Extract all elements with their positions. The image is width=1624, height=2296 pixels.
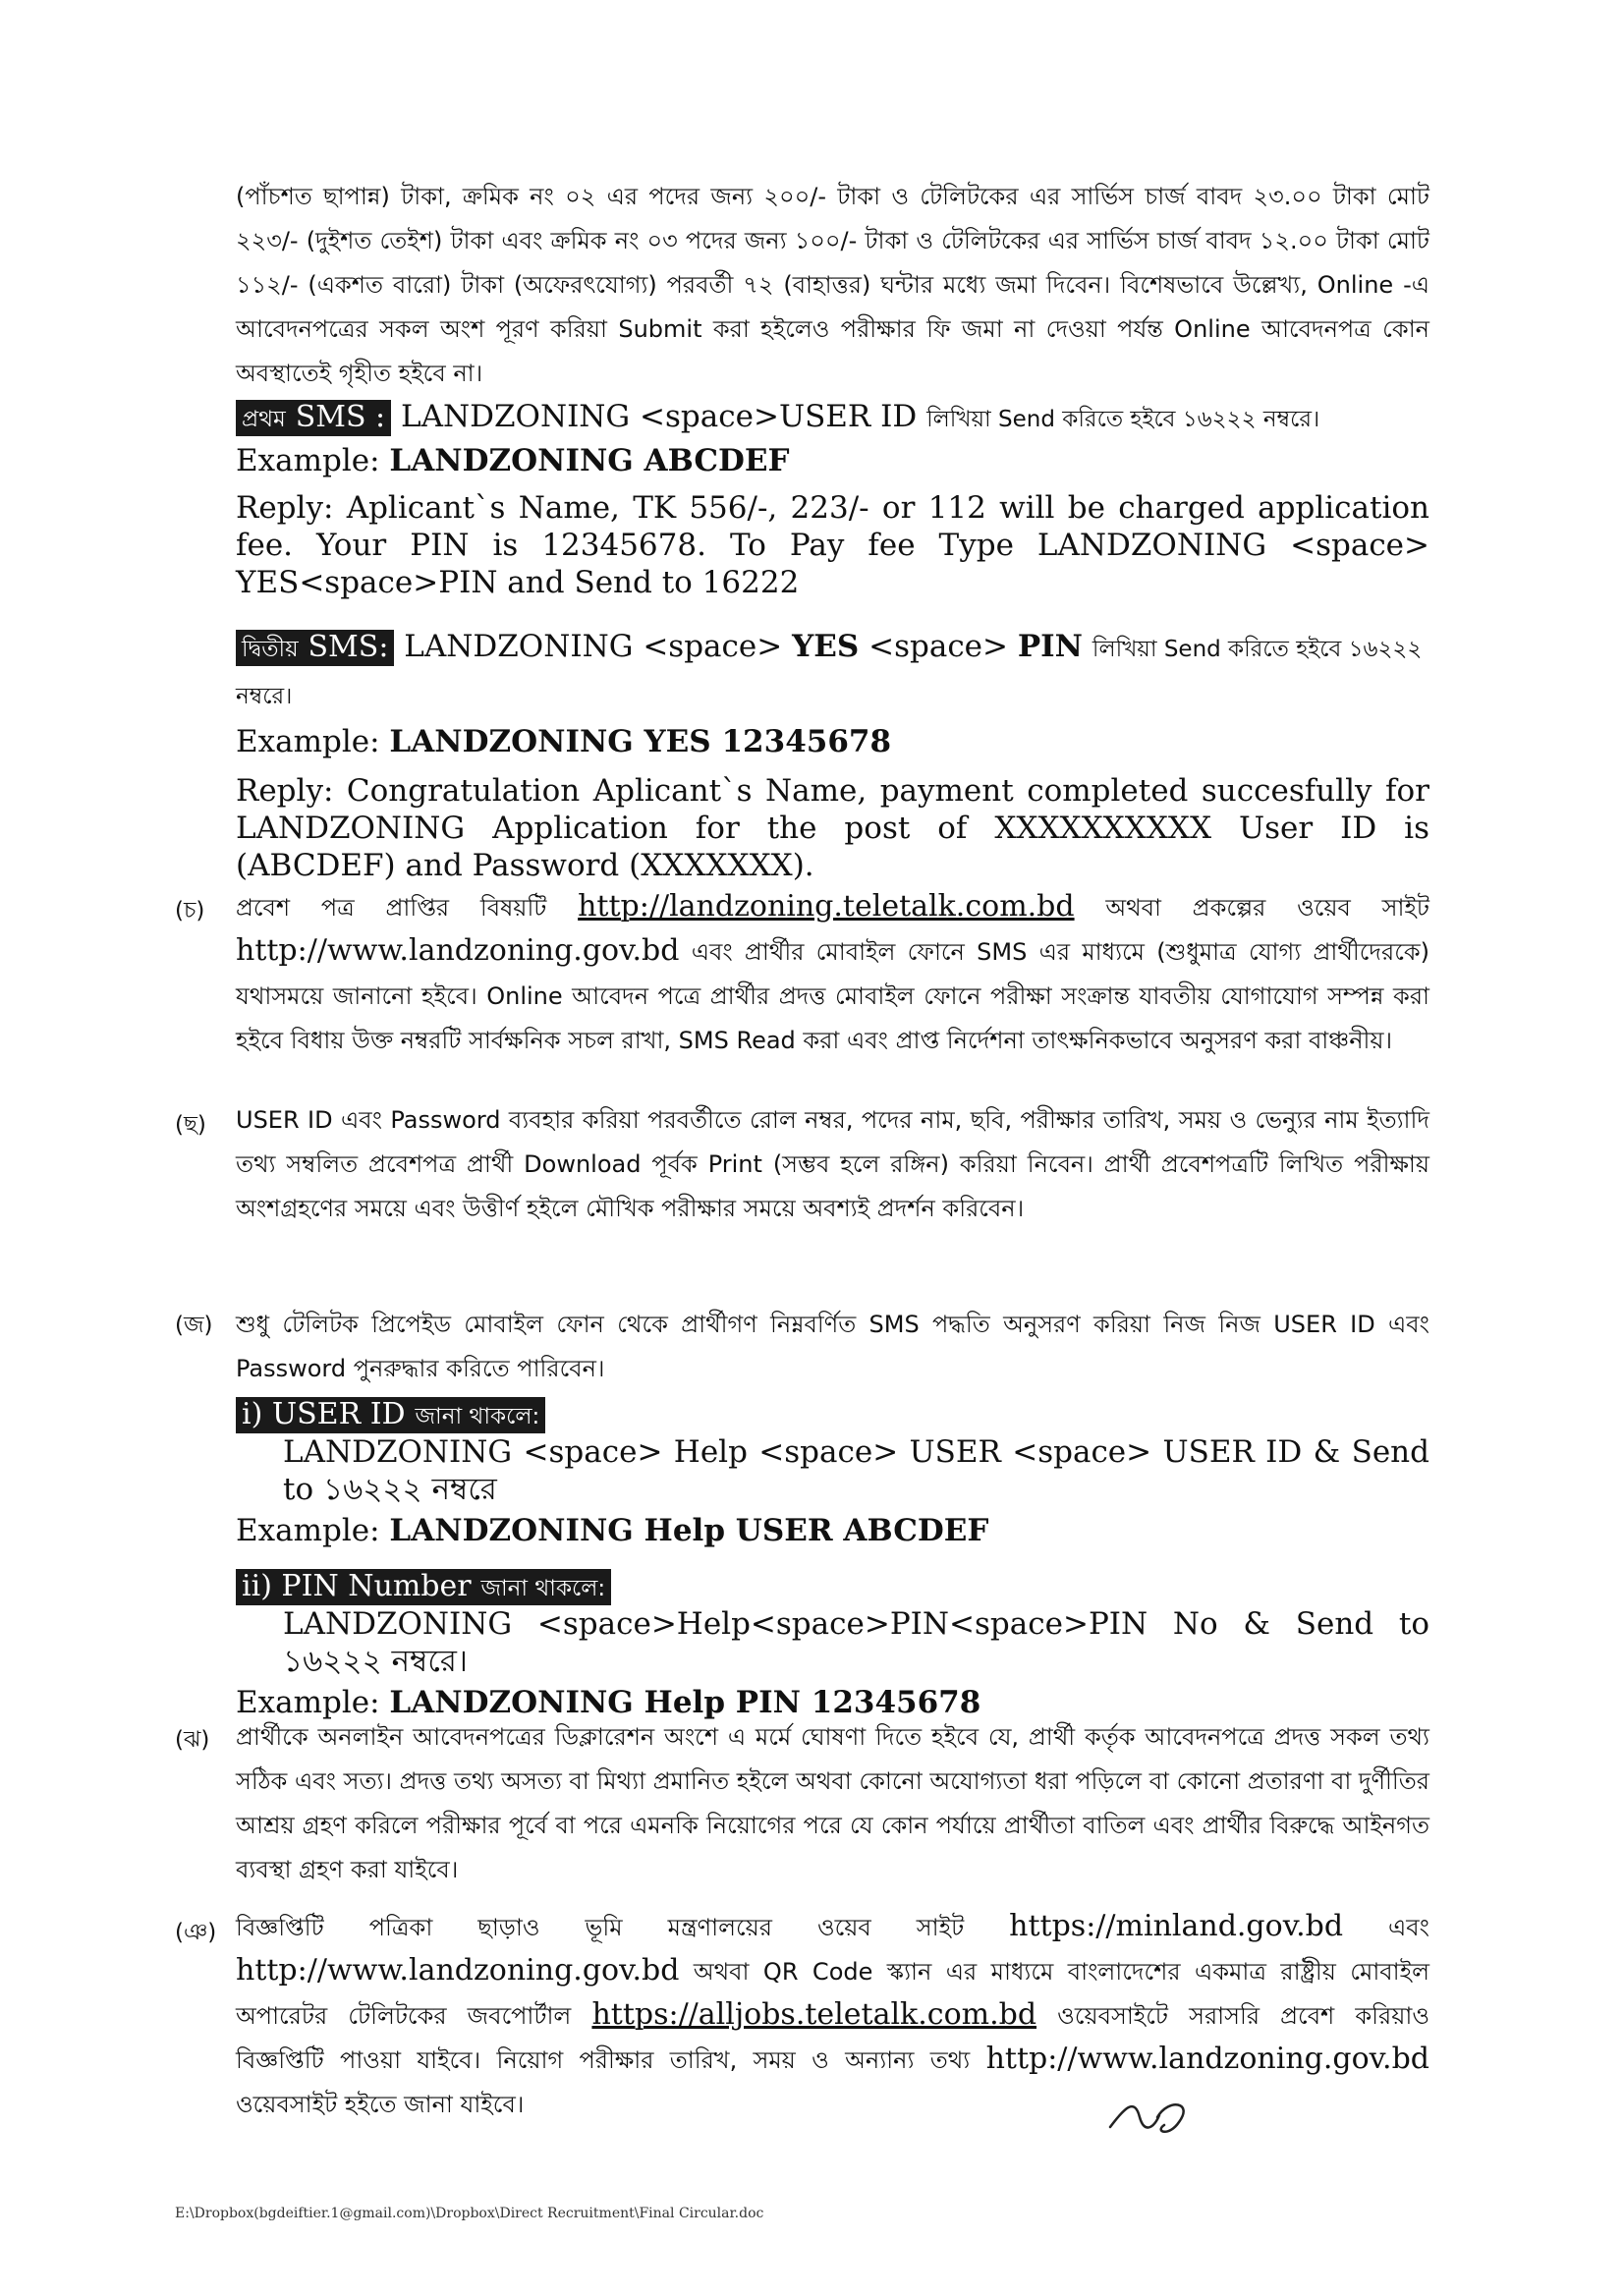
sms2-example: Example: LANDZONING YES 12345678 (236, 724, 892, 759)
nya-link-landzoning-2[interactable]: http://www.landzoning.gov.bd (985, 2042, 1429, 2076)
signature-mark (1100, 2088, 1208, 2147)
sms1-command: LANDZONING <space>USER ID (401, 399, 918, 434)
chha-marker: (ছ) (175, 1112, 206, 1138)
sms2-section (236, 625, 1429, 884)
sms2-reply: Reply: Congratulation Aplicant`s Name, payment completed succesfully for LANDZONING Application for the post of XXXXXXXXXX User ID is (ABCDEF) and Password (XXXXXXX). (236, 773, 1429, 883)
jha-paragraph: প্রার্থীকে অনলাইন আবেদনপত্রের ডিক্লারেশন অংশে এ মর্মে ঘোষণা দিতে হইবে যে, প্রার্থী কর্তৃক আবেদনপত্রে প্রদত্ত সকল তথ্য সঠিক এবং সত্য। প্রদত্ত তথ্য অসত্য বা মিথ্যা প্রমানিত হইলে অথবা কোনো অযোগ্যতা ধরা পড়িলে বা কোনো প্রতারণা বা দুর্ণীতির আশ্রয় গ্রহণ করিলে পরীক্ষার পূর্বে বা পরে এমনকি নিয়োগের পরে যে কোন পর্যায়ে প্রার্থীতা বাতিল এবং প্রার্থীর বিরুদ্ধে আইনগত ব্যবস্থা গ্রহণ করা যাইবে। (236, 1723, 1429, 1883)
sms1-section (236, 397, 1429, 601)
ja-sub1-tag: i) USER ID জানা থাকলে: (236, 1397, 545, 1433)
sms2-example-value: LANDZONING YES 12345678 (389, 724, 892, 759)
ja-sub1-command: LANDZONING <space> Help <space> USER <space> USER ID & Send to ১৬২২২ নম্বরে (283, 1434, 1429, 1507)
ja-paragraph: শুধু টেলিটক প্রিপেইড মোবাইল ফোন থেকে প্রার্থীগণ নিম্নবর্ণিত SMS পদ্ধতি অনুসরণ করিয়া নিজ নিজ USER ID এবং Password পুনরুদ্ধার করিতে পারিবেন। (236, 1311, 1429, 1382)
ja-marker: (জ) (175, 1313, 213, 1338)
nya-link-landzoning[interactable]: http://www.landzoning.gov.bd (236, 1953, 680, 1988)
sms1-command-line (236, 397, 1429, 442)
intro-text: (পাঁচশত ছাপান্ন) টাকা, ক্রমিক নং ০২ এর পদের জন্য ২০০/- টাকা ও টেলিটকের এর সার্ভিস চার্জ বাবদ ২৩.০০ টাকা মোট ২২৩/- (দুইশত তেইশ) টাকা এবং ক্রমিক নং ০৩ পদের জন্য ১০০/- টাকা ও টেলিটকের এর সার্ভিস চার্জ বাবদ ১২.০০ টাকা মোট ১১২/- (একশত বারো) টাকা (অফেরৎযোগ্য) পরবর্তী ৭২ (বাহাত্তর) ঘন্টার মধ্যে জমা দিবেন। বিশেষভাবে উল্লেখ্য, Online -এ আবেদনপত্রের সকল অংশ পূরণ করিয়া Submit করা হইলেও পরীক্ষার ফি জমা না দেওয়া পর্যন্ত Online আবেদনপত্র কোন অবস্থাতেই গৃহীত হইবে না। (236, 183, 1429, 387)
cha-marker: (চ) (175, 898, 205, 924)
nya-link-minland[interactable]: https://minland.gov.bd (1009, 1909, 1344, 1943)
footer-file-path: E:\Dropbox(bgdeiftier.1@gmail.com)\Dropbox\Direct Recruitment\Final Circular.doc (175, 2206, 764, 2221)
sms1-example: Example: LANDZONING ABCDEF (236, 443, 790, 478)
nya-link-alljobs[interactable]: https://alljobs.teletalk.com.bd (591, 1997, 1037, 2032)
chha-paragraph: USER ID এবং Password ব্যবহার করিয়া পরবর্তীতে রোল নম্বর, পদের নাম, ছবি, পরীক্ষার তারিখ, সময় ও ভেন্যুর নাম ইত্যাদি তথ্য সম্বলিত প্রবেশপত্র প্রার্থী Download পূর্বক Print (সম্ভব হলে রঙ্গিন) করিয়া নিবেন। প্রার্থী প্রবেশপত্রটি লিখিত পরীক্ষায় অংশগ্রহণের সময়ে এবং উত্তীর্ণ হইলে মৌখিক পরীক্ষার সময়ে অবশ্যই প্রদর্শন করিবেন। (236, 1106, 1429, 1222)
ja-sub2-example: Example: LANDZONING Help PIN 12345678 (236, 1685, 981, 1720)
sms2-command-line: দ্বিতীয় SMS: LANDZONING <space> YES <space> PIN লিখিয়া Send করিতে হইবে ১৬২২২ নম্বরে। (236, 629, 1423, 709)
ja-section (236, 1303, 1429, 1721)
ja-sub2-heading (236, 1567, 1429, 1605)
cha-link-teletalk[interactable]: http://landzoning.teletalk.com.bd (578, 889, 1075, 924)
cha-paragraph: প্রবেশ পত্র প্রাপ্তির বিষয়টি http://landzoning.teletalk.com.bd অথবা প্রকল্পের ওয়েব সাইট http://www.landzoning.gov.bd এবং প্রার্থীর মোবাইল ফোনে SMS এর মাধ্যমে (শুধুমাত্র যোগ্য প্রার্থীদেরকে) যথাসময়ে জানানো হইবে। Online আবেদন পত্রে প্রার্থীর প্রদত্ত মোবাইল ফোনে পরীক্ষা সংক্রান্ত যাবতীয় যোগাযোগ সম্পন্ন করা হইবে বিধায় উক্ত নম্বরটি সার্বক্ষনিক সচল রাখা, SMS Read করা এবং প্রাপ্ত নির্দেশনা তাৎক্ষনিকভাবে অনুসরণ করা বাঞ্চনীয়। (236, 889, 1429, 1054)
nya-marker: (ঞ) (175, 1920, 217, 1945)
sms1-reply: Reply: Aplicant`s Name, TK 556/-, 223/- or 112 will be charged application fee. Your PIN is 12345678. To Pay fee Type LANDZONING <space> YES<space>PIN and Send to 16222 (236, 490, 1429, 600)
cha-link-landzoning[interactable]: http://www.landzoning.gov.bd (236, 933, 680, 968)
ja-sub2-tag: ii) PIN Number জানা থাকলে: (236, 1569, 611, 1605)
ja-sub2-command: LANDZONING <space>Help<space>PIN<space>PIN No & Send to ১৬২২২ নম্বরে। (283, 1606, 1429, 1679)
sms2-tag: দ্বিতীয় SMS: (236, 630, 394, 666)
sms1-command-tail: লিখিয়া Send করিতে হইবে ১৬২২২ নম্বরে। (926, 407, 1320, 432)
sms1-tag: প্রথম SMS : (236, 400, 391, 436)
sms1-example-value: LANDZONING ABCDEF (389, 443, 790, 478)
nya-paragraph: বিজ্ঞপ্তিটি পত্রিকা ছাড়াও ভূমি মন্ত্রণালয়ের ওয়েব সাইট https://minland.gov.bd এবং http://www.landzoning.gov.bd অথবা QR Code স্ক্যান এর মাধ্যমে বাংলাদেশের একমাত্র রাষ্ট্রীয় মোবাইল অপারেটর টেলিটকের জবপোর্টাল https://alljobs.teletalk.com.bd ওয়েবসাইটে সরাসরি প্রবেশ করিয়াও বিজ্ঞপ্তিটি পাওয়া যাইবে। নিয়োগ পরীক্ষার তারিখ, সময় ও অন্যান্য তথ্য http://www.landzoning.gov.bd ওয়েবসাইট হইতে জানা যাইবে। (236, 1909, 1429, 2118)
intro-paragraph (236, 175, 1429, 396)
ja-sub1-example: Example: LANDZONING Help USER ABCDEF (236, 1513, 989, 1548)
ja-sub1-heading (236, 1395, 1429, 1433)
jha-marker: (ঝ) (175, 1727, 210, 1753)
